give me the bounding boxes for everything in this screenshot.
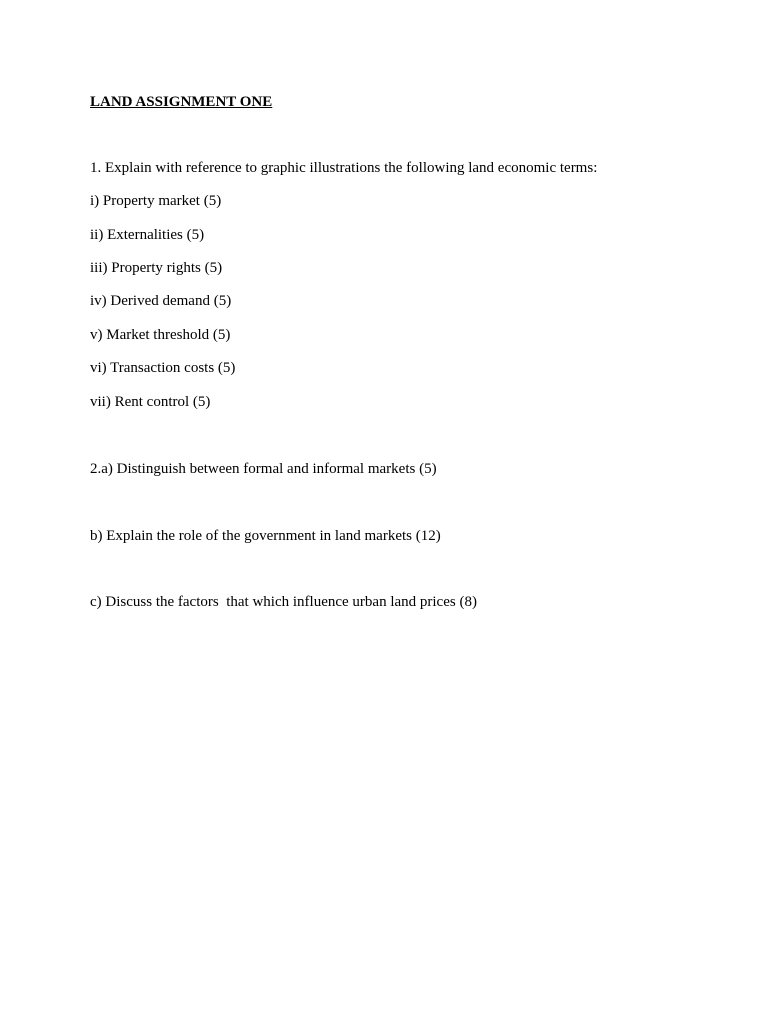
question-1-item: ii) Externalities (5) bbox=[90, 227, 205, 243]
question-1-item: v) Market threshold (5) bbox=[90, 327, 231, 343]
question-2c: c) Discuss the factors that which influence urban land prices (8) bbox=[90, 594, 477, 610]
question-1-item: iv) Derived demand (5) bbox=[90, 293, 232, 309]
question-2b: b) Explain the role of the government in land markets (12) bbox=[90, 528, 441, 544]
question-2a: 2.a) Distinguish between formal and informal markets (5) bbox=[90, 461, 437, 477]
question-1-item: vii) Rent control (5) bbox=[90, 394, 211, 410]
question-1-item: i) Property market (5) bbox=[90, 193, 222, 209]
document-title: LAND ASSIGNMENT ONE bbox=[90, 94, 273, 110]
question-1-prompt: 1. Explain with reference to graphic illustrations the following land economic terms: bbox=[90, 160, 598, 176]
question-1-item: vi) Transaction costs (5) bbox=[90, 360, 236, 376]
question-1-item: iii) Property rights (5) bbox=[90, 260, 223, 276]
